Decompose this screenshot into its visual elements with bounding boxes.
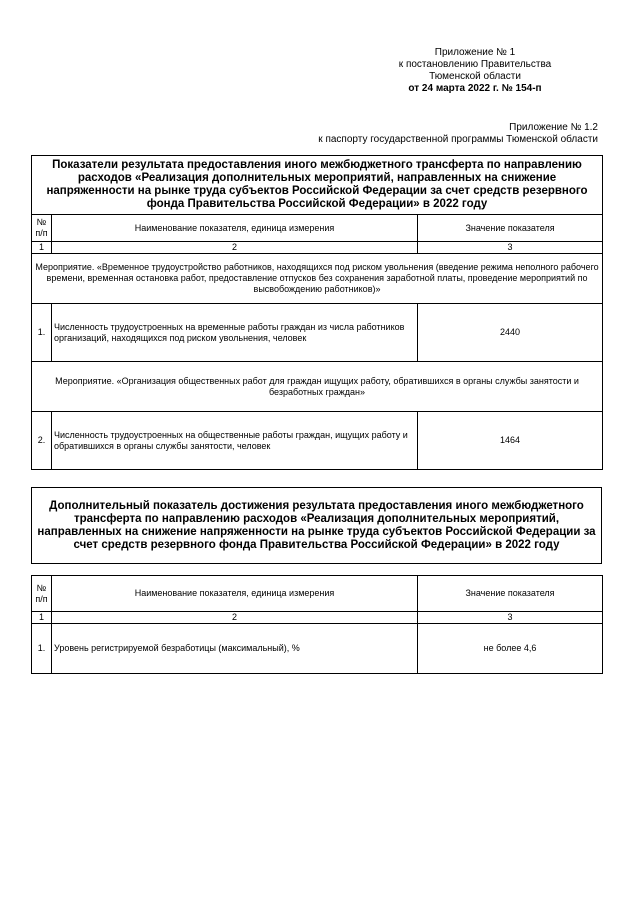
- additional-indicator-table: [31, 575, 603, 674]
- row-1-indicator-value: не более 4,6: [418, 624, 603, 674]
- col-index-1: 1: [32, 242, 52, 254]
- row-1-number: 1.: [32, 624, 52, 674]
- col-header-value: Значение показателя: [418, 215, 603, 242]
- appendix-line-3: Тюменской области: [429, 71, 521, 82]
- row-1-number: 1.: [32, 304, 52, 362]
- row-1-indicator-name: Численность трудоустроенных на временные работы граждан из числа работников организаций, находящихся под риском увольнения, человек: [52, 304, 418, 362]
- sub-appendix-header: [198, 122, 598, 146]
- col-header-name: Наименование показателя, единица измерения: [52, 215, 418, 242]
- indicators-table-title: Показатели результата предоставления иного межбюджетного трансферта по направлению расходов «Реализация дополнительных мероприятий, направленных на снижение напряженности на рынке труда субъектов Российской Федерации за счет средств резервного фонда Правительства Российской Федерации» в 2022 году: [32, 156, 603, 215]
- col-index-2: 2: [52, 612, 418, 624]
- appendix-header: [360, 47, 590, 95]
- col-header-value: Значение показателя: [418, 576, 603, 612]
- row-1-indicator-value: 2440: [418, 304, 603, 362]
- event-row-2: Мероприятие. «Организация общественных работ для граждан ищущих работу, обратившихся в органы службы занятости и безработных граждан»: [32, 362, 603, 412]
- sub-appendix-line-2: к паспорту государственной программы Тюменской области: [318, 134, 598, 145]
- appendix-line-4: от 24 марта 2022 г. № 154-п: [408, 83, 542, 94]
- additional-indicator-title-table: [31, 487, 602, 564]
- col-header-num: № п/п: [32, 576, 52, 612]
- col-index-2: 2: [52, 242, 418, 254]
- additional-indicator-title: Дополнительный показатель достижения результата предоставления иного межбюджетного трансферта по направлению расходов «Реализация дополнительных мероприятий, направленных на снижение напряженности на рынке труда субъектов Российской Федерации за счет средств резервного фонда Правительства Российской Федерации» в 2022 году: [32, 488, 602, 564]
- row-1-indicator-name: Уровень регистрируемой безработицы (максимальный), %: [52, 624, 418, 674]
- indicators-table: [31, 155, 603, 470]
- sub-appendix-line-1: Приложение № 1.2: [509, 122, 598, 133]
- col-header-num: № п/п: [32, 215, 52, 242]
- col-header-name: Наименование показателя, единица измерения: [52, 576, 418, 612]
- row-2-indicator-name: Численность трудоустроенных на общественные работы граждан, ищущих работу и обратившихся в органы службы занятости, человек: [52, 412, 418, 470]
- col-index-3: 3: [418, 242, 603, 254]
- event-row-1: Мероприятие. «Временное трудоустройство работников, находящихся под риском увольнения (введение режима неполного рабочего времени, временная остановка работ, предоставление отпусков без сохранения заработной платы, проведение мероприятий по высвобождению работников)»: [32, 254, 603, 304]
- col-index-1: 1: [32, 612, 52, 624]
- row-2-number: 2.: [32, 412, 52, 470]
- appendix-line-2: к постановлению Правительства: [398, 59, 552, 70]
- row-2-indicator-value: 1464: [418, 412, 603, 470]
- appendix-line-1: Приложение № 1: [434, 47, 516, 58]
- col-index-3: 3: [418, 612, 603, 624]
